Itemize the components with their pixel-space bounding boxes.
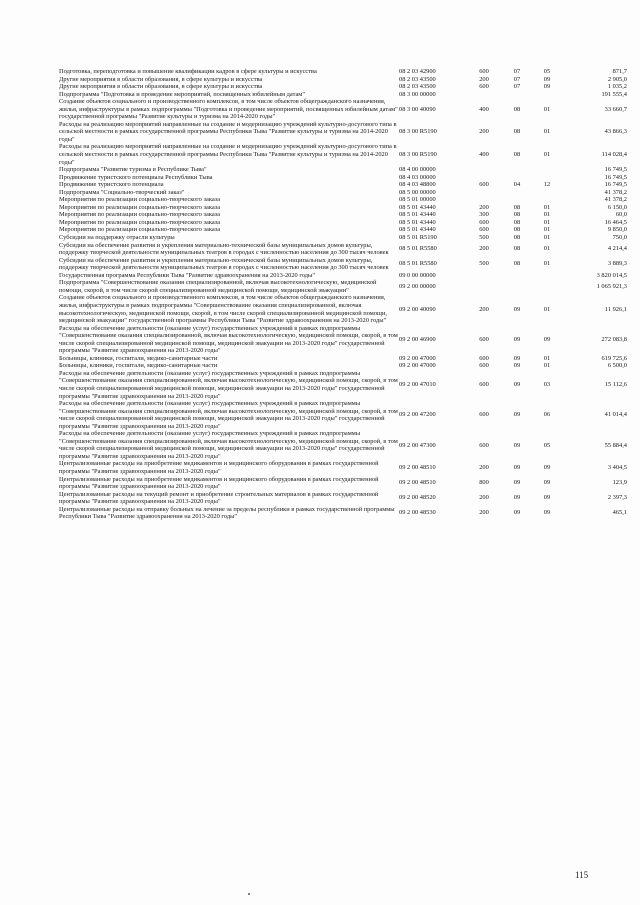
expense-type-cell: 600 [479, 362, 489, 370]
amount-cell: 16 749,5 [604, 181, 627, 189]
expense-type-cell: 200 [479, 494, 489, 502]
amount-cell: 11 926,1 [604, 305, 627, 313]
amount-cell: 6 150,0 [607, 203, 627, 211]
section-cell: 09 [513, 464, 521, 472]
code-cell: 08 5 00 00000 [399, 188, 436, 196]
name-cell: Мероприятия по реализации социально-творческого заказа [59, 196, 221, 204]
name-cell: Продвижение туристского потенциала Республики Тыва [59, 173, 213, 181]
expense-type-cell: 200 [479, 203, 489, 211]
name-cell: Субсидии на обеспечение развития и укрепления материально-технической базы муниципальных домов культуры, поддержку творческой деятельности муниципальных театров в городах с численностью населения до 300 тысяч человек [59, 241, 389, 257]
code-cell: 08 5 01 R5580 [399, 260, 437, 268]
name-cell: Расходы на обеспечение деятельности (оказание услуг) государственных учреждений в рамках подпрограммы "Совершенствование оказания специализированной, включая высокотехнологическую, медицинской помощи, скорой, в том числе скорой специализированной медицинской помощи, медицинской эвакуации на 2013-2020 годы" государственной программы "Развитие здравоохранения на 2013-2020 годы" [59, 324, 398, 355]
expense-type-cell: 600 [479, 335, 489, 343]
table-row [59, 362, 627, 370]
code-cell: 08 3 00 00000 [399, 90, 436, 98]
amount-cell: 2 397,3 [607, 494, 627, 502]
amount-cell: 619 725,6 [601, 354, 627, 362]
subsection-cell: 01 [543, 245, 551, 253]
name-cell: Мероприятия по реализации социально-творческого заказа [59, 218, 221, 226]
table-row [59, 476, 627, 491]
name-cell: Другие мероприятия в области образования, в сфере культуры и искусства [59, 75, 263, 83]
amount-cell: 3 820 014,5 [596, 271, 627, 279]
name-cell: Больницы, клиники, госпитали, медико-санитарные части [59, 354, 218, 362]
subsection-cell: 09 [543, 494, 551, 502]
subsection-cell: 01 [543, 211, 551, 219]
section-cell: 07 [513, 75, 521, 83]
code-cell: 09 0 00 00000 [399, 271, 436, 279]
amount-cell: 1 035,2 [607, 83, 627, 91]
code-cell: 09 2 00 47200 [399, 411, 436, 419]
amount-cell: 43 866,3 [604, 128, 627, 136]
section-cell: 09 [513, 494, 521, 502]
code-cell: 09 2 00 48510 [399, 479, 436, 487]
section-cell: 04 [513, 181, 521, 189]
section-cell: 07 [513, 68, 521, 75]
expense-type-cell [467, 279, 501, 294]
code-cell: 08 5 01 43440 [399, 218, 436, 226]
expense-type-cell [467, 166, 501, 174]
subsection-cell [533, 174, 561, 182]
expense-type-cell: 400 [479, 105, 489, 113]
amount-cell: 114 028,4 [601, 151, 627, 159]
name-cell: Субсидии на обеспечение развития и укрепления материально-технической базы муниципальных домов культуры, поддержку творческой деятельности муниципальных театров в городах с численностью населения до 300 тысяч человек [59, 256, 389, 272]
section-cell: 08 [513, 226, 521, 234]
subsection-cell: 01 [543, 218, 551, 226]
name-cell: Подготовка, переподготовка и повышение квалификации кадров в сфере культуры и искусства [59, 68, 317, 75]
name-cell: Государственная программа Республики Тыва "Развитие здравоохранения на 2013-2020 годы" [59, 271, 315, 279]
table-row [59, 219, 627, 227]
subsection-cell [533, 196, 561, 204]
table-row [59, 294, 627, 324]
table-row [59, 242, 627, 257]
amount-cell: 123,9 [612, 479, 627, 487]
expense-type-cell: 600 [479, 83, 489, 91]
expense-type-cell: 600 [479, 218, 489, 226]
amount-cell: 6 500,0 [607, 362, 627, 370]
subsection-cell [533, 189, 561, 197]
name-cell: Централизованные расходы на приобретение медикаментов и медицинского оборудования в рамках государственной программы "Развитие здравоохранения на 2013-2020 годы" [59, 475, 379, 491]
subsection-cell: 06 [543, 411, 551, 419]
table-row [59, 91, 627, 99]
name-cell: Мероприятия по реализации социально-творческого заказа [59, 203, 221, 211]
name-cell: Подпрограмма "Социально-творческий заказ" [59, 188, 185, 196]
table-row [59, 174, 627, 182]
code-cell: 08 5 01 R5190 [399, 234, 437, 242]
table-row [59, 325, 627, 355]
code-cell: 09 2 00 46900 [399, 335, 436, 343]
amount-cell: 15 112,6 [604, 381, 627, 389]
amount-cell: 41 378,2 [604, 196, 627, 204]
code-cell: 08 2 03 43500 [399, 75, 436, 83]
section-cell: 09 [513, 509, 521, 517]
section-cell: 09 [513, 354, 521, 362]
subsection-cell: 09 [543, 75, 551, 83]
expense-type-cell: 500 [479, 260, 489, 268]
subsection-cell: 09 [543, 335, 551, 343]
amount-cell: 4 214,4 [607, 245, 627, 253]
expense-type-cell: 200 [479, 75, 489, 83]
expense-type-cell: 600 [479, 68, 489, 75]
scan-artifact [248, 893, 250, 895]
name-cell: Расходы на обеспечение деятельности (оказание услуг) государственных учреждений в рамках подпрограммы "Совершенствование оказания специализированной, включая высокотехнологическую, медицинской помощи, скорой, в том числе скорой специализированной медицинской помощи, медицинской эвакуации на 2013-2020 годы" государственной программы "Развитие здравоохранения на 2013-2020 годы" [59, 400, 398, 430]
table-row [59, 234, 627, 242]
amount-cell: 16 749,5 [604, 173, 627, 181]
name-cell: Субсидии на поддержку отрасли культуры [59, 234, 175, 242]
amount-cell: 750,0 [612, 234, 627, 242]
section-cell: 09 [513, 335, 521, 343]
code-cell: 09 2 00 47010 [399, 381, 436, 389]
subsection-cell: 01 [543, 260, 551, 268]
amount-cell: 16 464,5 [604, 218, 627, 226]
name-cell: Подпрограмма "Развитие туризма в Республике Тыва" [59, 166, 207, 174]
subsection-cell: 03 [543, 381, 551, 389]
expense-type-cell: 200 [479, 245, 489, 253]
expense-type-cell: 600 [479, 354, 489, 362]
table-row [59, 272, 627, 280]
subsection-cell: 09 [543, 509, 551, 517]
page-number: 115 [575, 870, 589, 880]
subsection-cell: 01 [543, 354, 551, 362]
name-cell: Расходы на реализацию мероприятий направленные на создание и модернизацию учреждений культурно-досугового типа в сельской местности в рамках государственной программы Республики Тыва "Развитие культуры и туризма на 2014-2020 годы" [59, 143, 397, 166]
expense-type-cell: 600 [479, 441, 489, 449]
section-cell: 08 [513, 203, 521, 211]
table-row [59, 83, 627, 91]
name-cell: Создание объектов социального и производственного комплексов, в том числе объектов общегражданского назначения, жилья, инфраструктуры в рамках подпрограммы "Подготовка и проведение мероприятий, посвященных юбилейным датам" государственной программы "Развитие культуры и туризма на 2014-2020 годы" [59, 98, 398, 121]
section-cell: 08 [513, 105, 521, 113]
section-cell [501, 196, 533, 204]
subsection-cell: 09 [543, 479, 551, 487]
code-cell: 08 5 01 R5580 [399, 245, 437, 253]
subsection-cell: 01 [543, 234, 551, 242]
amount-cell: 3 889,3 [607, 260, 627, 268]
table-row [59, 196, 627, 204]
code-cell: 08 5 01 43440 [399, 226, 436, 234]
table-row [59, 189, 627, 197]
code-cell: 08 4 03 48800 [399, 181, 436, 189]
name-cell: Расходы на обеспечение деятельности (оказание услуг) государственных учреждений в рамках подпрограммы "Совершенствование оказания специализированной, включая высокотехнологическую, медицинской помощи, скорой, в том числе скорой специализированной медицинской помощи, медицинской эвакуации на 2013-2020 годы" государственной программы "Развитие здравоохранения на 2013-2020 годы" [59, 369, 398, 400]
table-row [59, 506, 627, 521]
table-row [59, 68, 627, 76]
table-row [59, 121, 627, 144]
name-cell: Мероприятия по реализации социально-творческого заказа [59, 226, 221, 234]
table-row [59, 76, 627, 84]
code-cell: 09 2 00 48510 [399, 464, 436, 472]
section-cell: 07 [513, 83, 521, 91]
table-row [59, 355, 627, 363]
amount-cell: 191 555,4 [601, 90, 627, 98]
section-cell: 09 [513, 441, 521, 449]
subsection-cell [533, 279, 561, 294]
table-row [59, 279, 627, 294]
amount-cell: 3 404,5 [607, 464, 627, 472]
table-row [59, 143, 627, 166]
table-row [59, 226, 627, 234]
section-cell: 09 [513, 381, 521, 389]
section-cell [501, 189, 533, 197]
table-row [59, 211, 627, 219]
code-cell: 09 2 00 48530 [399, 509, 436, 517]
section-cell [501, 279, 533, 294]
expense-type-cell: 200 [479, 509, 489, 517]
amount-cell: 41 378,2 [604, 188, 627, 196]
code-cell: 09 2 00 00000 [399, 283, 436, 291]
table-row [59, 257, 627, 272]
code-cell: 08 3 00 40090 [399, 105, 436, 113]
subsection-cell: 09 [543, 464, 551, 472]
table-row [59, 181, 627, 189]
name-cell: Другие мероприятия в области образования, в сфере культуры и искусства [59, 83, 263, 91]
code-cell: 08 4 03 00000 [399, 173, 436, 181]
name-cell: Расходы на обеспечение деятельности (оказание услуг) государственных учреждений в рамках подпрограммы "Совершенствование оказания специализированной, включая высокотехнологическую, медицинской помощи, скорой, в том числе скорой специализированной медицинской помощи, медицинской эвакуации на 2013-2020 годы" государственной программы "Развитие здравоохранения на 2013-2020 годы" [59, 430, 398, 460]
expense-type-cell [467, 189, 501, 197]
table-row [59, 491, 627, 506]
code-cell: 09 2 00 40090 [399, 305, 436, 313]
expense-type-cell: 600 [479, 181, 489, 189]
expense-type-cell: 400 [479, 151, 489, 159]
subsection-cell [533, 166, 561, 174]
section-cell: 09 [513, 362, 521, 370]
table-row [59, 430, 627, 460]
amount-cell: 55 884,4 [604, 441, 627, 449]
subsection-cell: 01 [543, 128, 551, 136]
subsection-cell: 01 [543, 305, 551, 313]
expense-type-cell: 600 [479, 226, 489, 234]
expense-type-cell [467, 91, 501, 99]
amount-cell: 871,7 [612, 68, 627, 75]
section-cell [501, 91, 533, 99]
section-cell [501, 174, 533, 182]
section-cell: 08 [513, 234, 521, 242]
code-cell: 08 5 01 43440 [399, 211, 436, 219]
name-cell: Подпрограмма "Совершенствование оказания специализированной, включая высокотехнологическую, медицинской помощи, скорой, в том числе скорой специализированной медицинской помощи, медицинской эвакуации" [59, 279, 377, 294]
amount-cell: 2 905,0 [607, 75, 627, 83]
subsection-cell: 01 [543, 226, 551, 234]
expense-type-cell: 200 [479, 128, 489, 136]
amount-cell: 465,1 [612, 509, 627, 517]
amount-cell: 41 014,4 [604, 411, 627, 419]
expense-type-cell: 200 [479, 305, 489, 313]
code-cell: 08 2 03 42900 [399, 68, 436, 75]
amount-cell: 60,0 [615, 211, 627, 219]
table-row [59, 204, 627, 212]
code-cell: 08 3 00 R5190 [399, 151, 437, 159]
table-row [59, 460, 627, 475]
section-cell: 08 [513, 211, 521, 219]
code-cell: 09 2 00 47000 [399, 362, 436, 370]
section-cell: 08 [513, 151, 521, 159]
budget-table-body [59, 68, 627, 521]
budget-table [59, 68, 627, 521]
subsection-cell: 09 [543, 83, 551, 91]
name-cell: Создание объектов социального и производственного комплексов, в том числе объектов общегражданского назначения, жилья, инфраструктуры в рамках подпрограммы "Совершенствование оказания специализированной, включая высокотехнологическую, медицинской помощи, скорой, в том числе скорой специализированной медицинской помощи, медицинской эвакуации" государственной программы Республики Тыва "Развитие здравоохранения на 2013-2020 годы" [59, 294, 387, 325]
expense-type-cell: 600 [479, 411, 489, 419]
section-cell [501, 166, 533, 174]
section-cell: 09 [513, 411, 521, 419]
amount-cell: 33 660,7 [604, 105, 627, 113]
name-cell: Централизованные расходы на отправку больных на лечение за пределы республики в рамках государственной программы Республики Тыва "Развитие здравоохранения на 2013-2020 годы" [59, 505, 395, 521]
name-cell: Мероприятия по реализации социально-творческого заказа [59, 211, 221, 219]
section-cell [501, 272, 533, 280]
subsection-cell: 12 [543, 181, 551, 189]
table-row [59, 400, 627, 430]
amount-cell: 272 083,8 [601, 335, 627, 343]
name-cell: Подпрограмма "Подготовка и проведение мероприятий, посвященных юбилейным датам" [59, 90, 305, 98]
name-cell: Продвижение туристского потенциала [59, 181, 164, 189]
table-row [59, 370, 627, 400]
expense-type-cell [467, 174, 501, 182]
section-cell: 08 [513, 245, 521, 253]
name-cell: Расходы на реализацию мероприятий направленные на создание и модернизацию учреждений культурно-досугового типа в сельской местности в рамках государственной программы Республики Тыва "Развитие культуры и туризма на 2014-2020 годы" [59, 120, 397, 143]
name-cell: Централизованные расходы на приобретение медикаментов и медицинского оборудования в рамках государственной программы "Развитие здравоохранения на 2013-2020 годы" [59, 460, 379, 475]
expense-type-cell: 500 [479, 234, 489, 242]
expense-type-cell: 800 [479, 479, 489, 487]
code-cell: 08 5 01 00000 [399, 196, 436, 204]
code-cell: 08 5 01 43440 [399, 203, 436, 211]
subsection-cell [533, 272, 561, 280]
code-cell: 09 2 00 48520 [399, 494, 436, 502]
expense-type-cell [467, 196, 501, 204]
code-cell: 09 2 00 47000 [399, 354, 436, 362]
code-cell: 08 2 03 43500 [399, 83, 436, 91]
subsection-cell: 01 [543, 203, 551, 211]
table-row [59, 166, 627, 174]
subsection-cell: 01 [543, 362, 551, 370]
code-cell: 08 4 00 00000 [399, 166, 436, 174]
name-cell: Централизованные расходы на текущий ремонт и приобретение строительных материалов в рамках государственной программы "Развитие здравоохранения на 2013-2020 годы" [59, 490, 379, 506]
name-cell: Больницы, клиники, госпитали, медико-санитарные части [59, 362, 218, 370]
code-cell: 09 2 00 47300 [399, 441, 436, 449]
expense-type-cell: 200 [479, 464, 489, 472]
code-cell: 08 3 00 R5190 [399, 128, 437, 136]
expense-type-cell: 300 [479, 211, 489, 219]
section-cell: 08 [513, 128, 521, 136]
subsection-cell: 01 [543, 151, 551, 159]
section-cell: 08 [513, 218, 521, 226]
subsection-cell: 05 [543, 441, 551, 449]
section-cell: 09 [513, 479, 521, 487]
section-cell: 09 [513, 305, 521, 313]
amount-cell: 9 850,0 [607, 226, 627, 234]
expense-type-cell [467, 272, 501, 280]
section-cell: 08 [513, 260, 521, 268]
amount-cell: 16 749,5 [604, 166, 627, 174]
subsection-cell: 05 [543, 68, 551, 75]
subsection-cell [533, 91, 561, 99]
table-row [59, 98, 627, 121]
subsection-cell: 01 [543, 105, 551, 113]
expense-type-cell: 600 [479, 381, 489, 389]
amount-cell: 1 065 921,3 [596, 283, 627, 291]
